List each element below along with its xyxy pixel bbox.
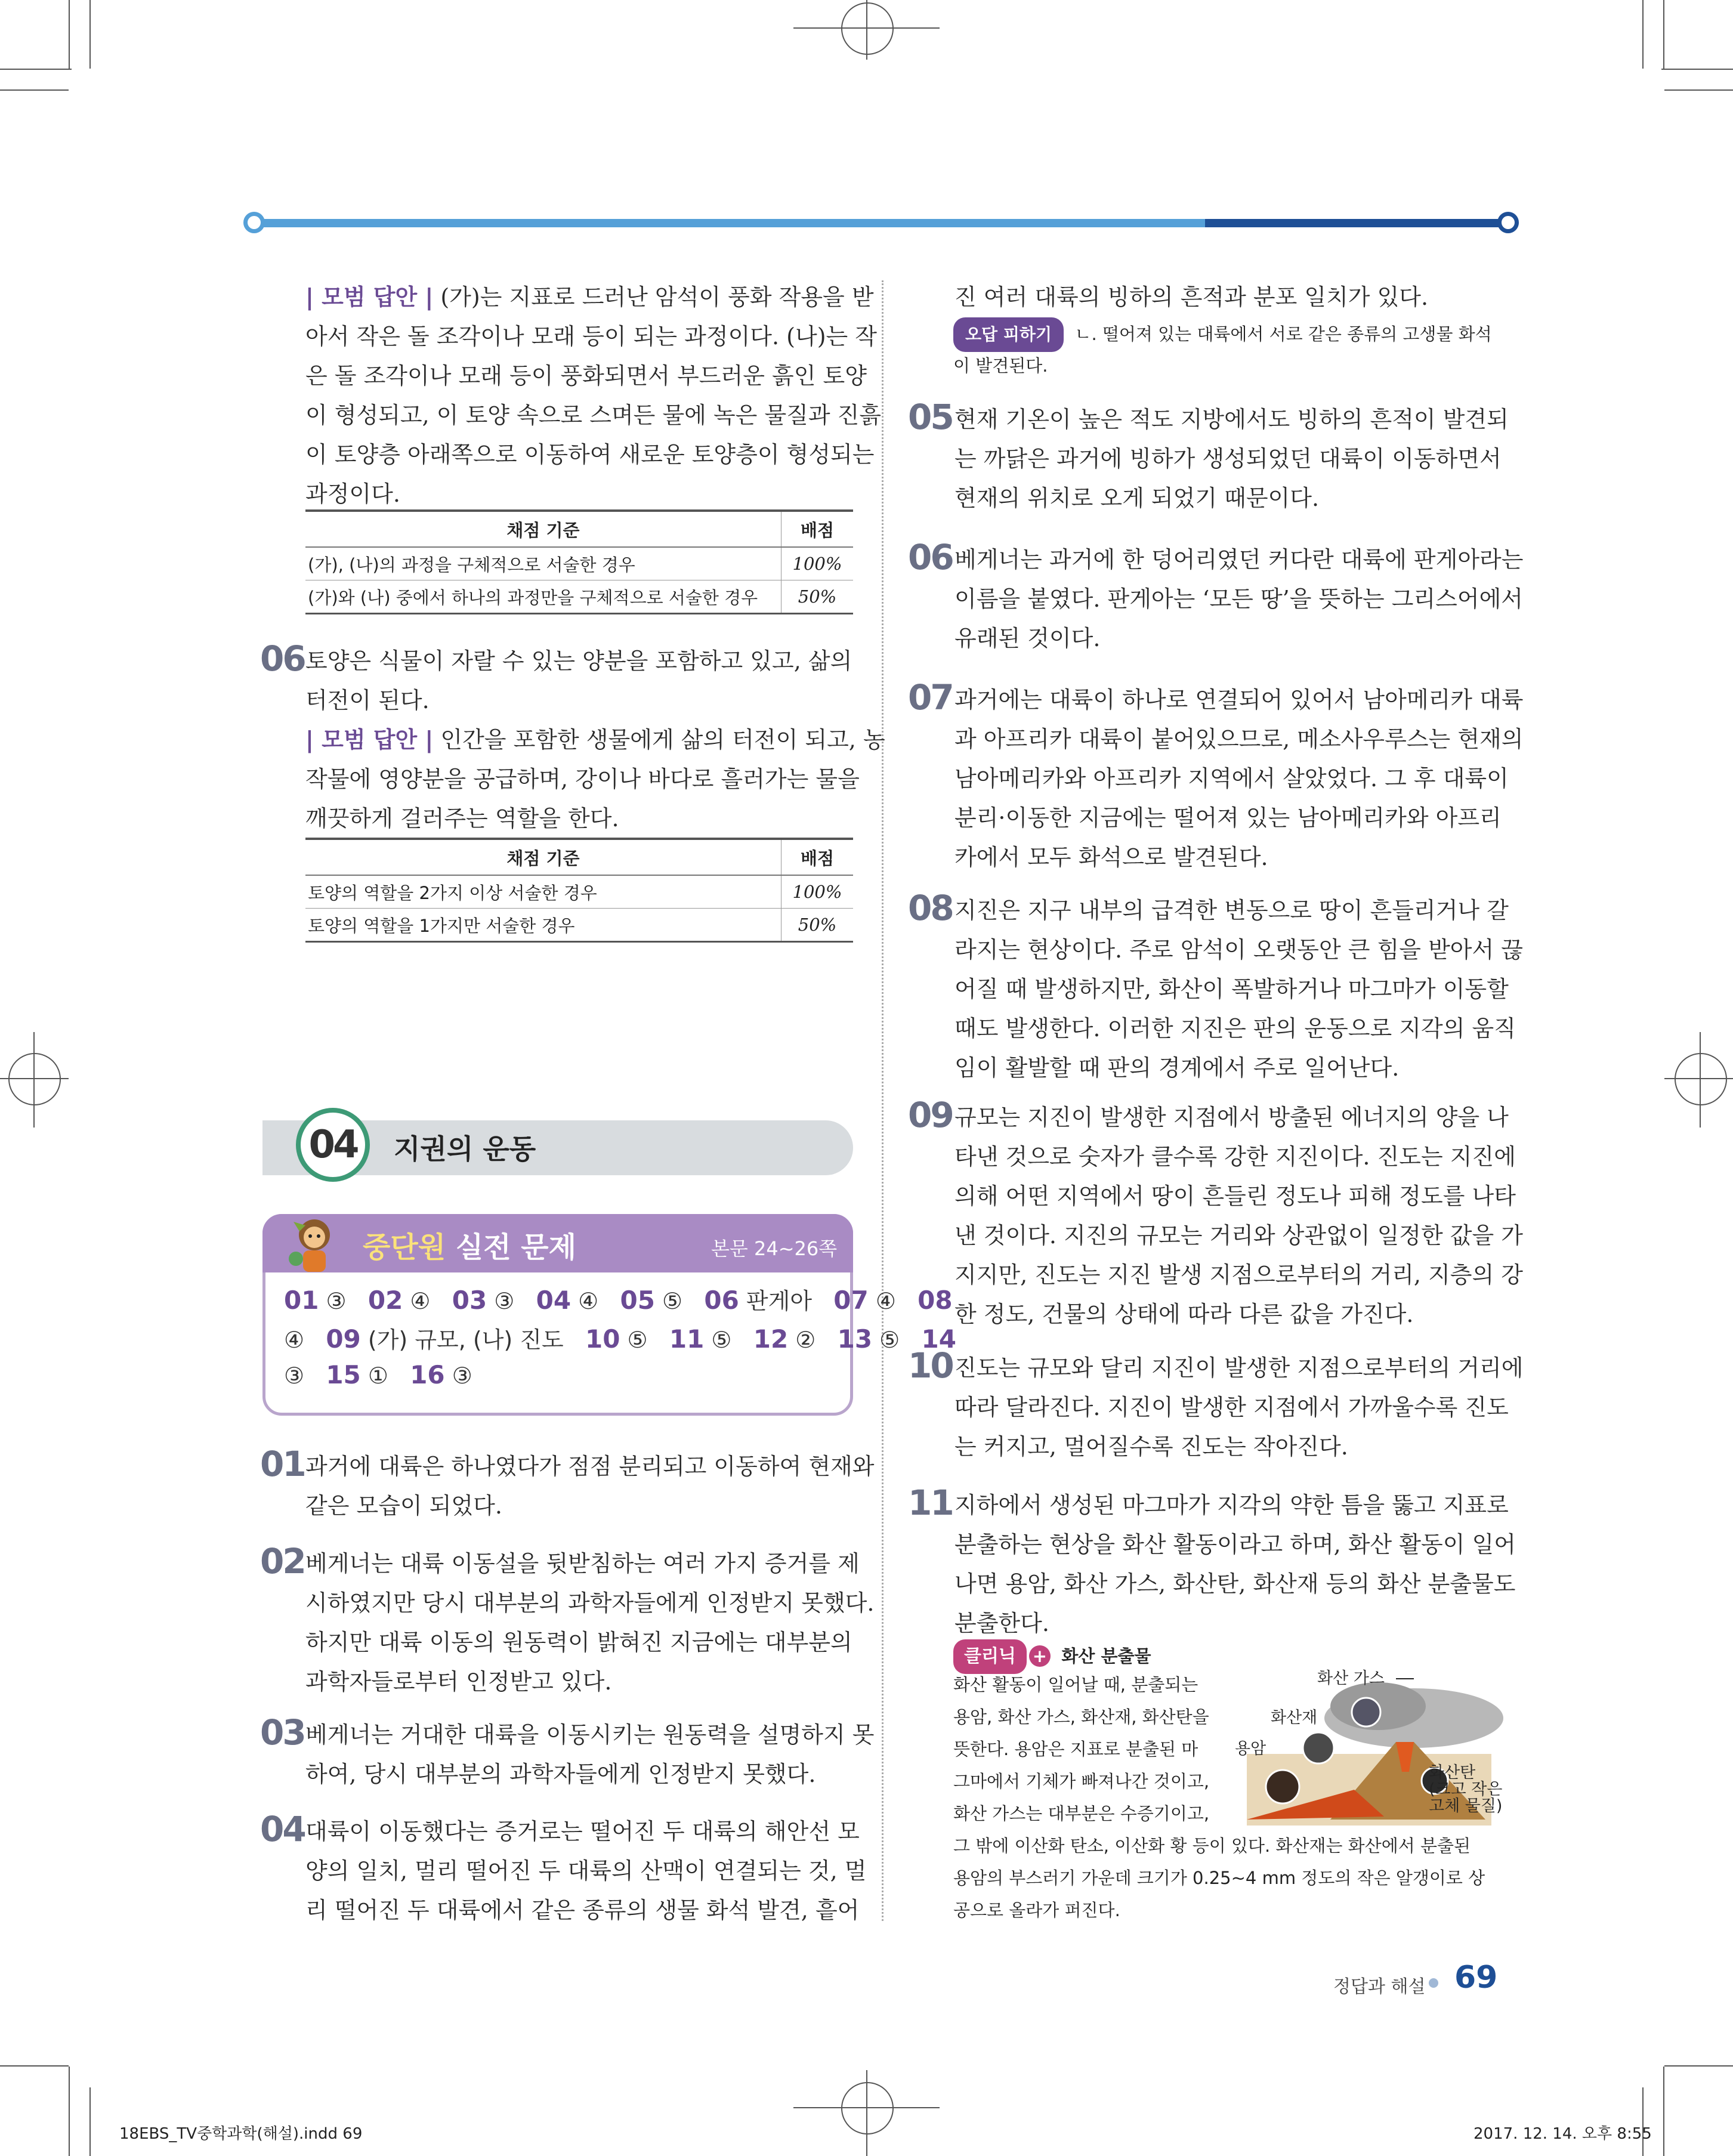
clinic-text: 화산 활동이 일어날 때, 분출되는 용암, 화산 가스, 화산재, 화산탄을 뜻한다. 용암은 지표로 분출된 마 그마에서 기체가 빠져나간 것이고, 화산 가스는 대부분은 수증기이고, 그 밖에 이산화 탄소, 이산화 황 등이 있다. 화산재는 화산에서 분출된 용암의 부스러기 가운데 크기가 0.25~4 mm 정도의 작은 알갱이로 상 공으로 올라가 퍼진다.	[953, 1675, 1485, 1920]
print-date: 2017. 12. 14. 오후 8:55	[1473, 2125, 1652, 2143]
table-row: 토양의 역할을 1가지만 서술한 경우 50%	[305, 909, 853, 942]
clinic-label: 클리닉	[953, 1639, 1027, 1674]
subunit-title: 중단원 실전 문제	[363, 1231, 577, 1264]
figure-label-gas: 화산 가스	[1317, 1669, 1385, 1688]
question-number: 05	[908, 397, 953, 437]
figure-label-lava: 용암	[1235, 1740, 1266, 1758]
answer-06: 베게너는 과거에 한 덩어리였던 커다란 대륙에 판게아라는 이름을 붙였다. 판게아는 ‘모든 땅’을 뜻하는 그리스어에서 유래된 것이다.	[954, 546, 1524, 651]
header-bar	[251, 219, 1503, 227]
answer-10: 진도는 규모와 달리 지진이 발생한 지점으로부터의 거리에 따라 달라진다. 지진이 발생한 지점에서 가까울수록 진도 는 커지고, 멀어질수록 진도는 작아진다.	[954, 1355, 1524, 1460]
footer-dot	[1429, 1978, 1438, 1988]
question-number: 11	[908, 1482, 953, 1523]
section-number: 04	[296, 1108, 370, 1182]
figure-label-ash: 화산재	[1271, 1709, 1318, 1727]
answer-07: 과거에는 대륙이 하나로 연결되어 있어서 남아메리카 대륙 과 아프리카 대륙이 붙어있으므로, 메소사우루스는 현재의 남아메리카와 아프리카 지역에서 살았었다. 그 후 대륙이 분리·이동한 지금에는 떨어져 있는 남아메리카와 아프리 카에서 모두 화석으로 발견된다.	[954, 687, 1524, 870]
answer-key-line: ③ 15 ① 16 ③	[284, 1360, 472, 1389]
volcano-figure	[1235, 1664, 1503, 1826]
answer-05: 현재 기온이 높은 적도 지방에서도 빙하의 흔적이 발견되 는 까닭은 과거에 빙하가 생성되었던 대륙이 이동하면서 현재의 위치로 오게 되었기 때문이다.	[954, 406, 1509, 511]
table-row: 토양의 역할을 2가지 이상 서술한 경우 100%	[305, 875, 853, 909]
figure-label-bomb-note: 고체 물질)	[1429, 1797, 1503, 1815]
table-header: 배점	[781, 839, 854, 875]
answer-04: 대륙이 이동했다는 증거로는 떨어진 두 대륙의 해안선 모 양의 일치, 멀리 떨어진 두 대륙의 산맥이 연결되는 것, 멀 리 떨어진 두 대륙에서 같은 종류의 생물 화석 발견, 흩어	[305, 1818, 867, 1923]
question-number: 06	[260, 638, 305, 679]
question-number: 09	[908, 1095, 953, 1135]
question-number: 03	[260, 1712, 305, 1753]
table-row: (가)와 (나) 중에서 하나의 과정만을 구체적으로 서술한 경우 50%	[305, 580, 853, 614]
answer-11: 지하에서 생성된 마그마가 지각의 약한 틈을 뚫고 지표로 분출하는 현상을 화산 활동이라고 하며, 화산 활동이 일어 나면 용암, 화산 가스, 화산탄, 화산재 등의 화산 분출물도 분출한다.	[954, 1492, 1516, 1636]
answer-04-continued: 진 여러 대륙의 빙하의 흔적과 분포 일치가 있다.	[954, 284, 1429, 310]
scoring-table-q06	[305, 838, 853, 943]
question-number: 08	[908, 888, 953, 928]
question-number: 06	[908, 537, 953, 577]
scoring-table-q05	[305, 509, 853, 614]
file-name: 18EBS_TV중학과학(해설).indd 69	[119, 2125, 363, 2143]
tip-text: 이 발견된다.	[953, 356, 1048, 376]
figure-label-bomb-note: (크고 작은	[1429, 1780, 1503, 1799]
question-number: 02	[260, 1541, 305, 1582]
answer-09: 규모는 지진이 발생한 지점에서 방출된 에너지의 양을 나 타낸 것으로 숫자가 클수록 강한 지진이다. 진도는 지진에 의해 어떤 지역에서 땅이 흔들린 정도나 피해 정도를 나타 낸 것이다. 지진의 규모는 거리와 상관없이 일정한 값을 가 지지만, 진도는 지진 발생 지점으로부터의 거리, 지층의 강 한 정도, 건물의 상태에 따라 다른 값을 가진다.	[954, 1104, 1523, 1327]
plus-icon: +	[1029, 1645, 1051, 1667]
tip-label: 오답 피하기	[953, 317, 1064, 352]
tip-block: 오답 피하기 ㄴ. 떨어져 있는 대륙에서 서로 같은 종류의 고생물 화석	[953, 317, 1492, 352]
question-number: 07	[908, 677, 953, 718]
footer-section-label: 정답과 해설	[1333, 1976, 1426, 1997]
page-reference: 본문 24~26쪽	[711, 1237, 838, 1260]
clinic-title: 화산 분출물	[1061, 1646, 1151, 1666]
answer-02: 베게너는 대륙 이동설을 뒷받침하는 여러 가지 증거를 제 시하였지만 당시 대부분의 과학자들에게 인정받지 못했다. 하지만 대륙 이동의 원동력이 밝혀진 지금에는 대부분의 과학자들로부터 인정받고 있다.	[305, 1550, 875, 1695]
table-header: 채점 기준	[305, 839, 781, 875]
table-row: (가), (나)의 과정을 구체적으로 서술한 경우 100%	[305, 547, 853, 580]
answer-03: 베게너는 거대한 대륙을 이동시키는 원동력을 설명하지 못 하여, 당시 대부분의 과학자들에게 인정받지 못했다.	[305, 1722, 875, 1787]
page-number: 69	[1454, 1960, 1498, 1996]
figure-label-bomb: 화산탄	[1429, 1763, 1476, 1782]
question-number: 10	[908, 1345, 953, 1386]
q06-text: 토양은 식물이 자랄 수 있는 양분을 포함하고 있고, 삶의 터전이 된다. | 모범 답안 | 인간을 포함한 생물에게 삶의 터전이 되고, 농 작물에 영양분을 공급하며, 강이나 바다로 흘러가는 물을 깨끗하게 걸러주는 역할을 한다.	[305, 648, 885, 832]
answer-key-line: ④ 09 (가) 규모, (나) 진도 10 ⑤ 11 ⑤ 12 ② 13 ⑤ 14	[284, 1324, 956, 1354]
column-divider	[882, 280, 884, 1921]
section-title: 지권의 운동	[394, 1133, 536, 1165]
table-header: 채점 기준	[305, 511, 781, 547]
model-answer-label: | 모범 답안 |	[305, 727, 434, 753]
answer-key-line: 01 ③ 02 ④ 03 ③ 04 ④ 05 ⑤ 06 판게아 07 ④ 08	[284, 1286, 953, 1315]
answer-01: 과거에 대륙은 하나였다가 점점 분리되고 이동하여 현재와 같은 모습이 되었다.	[305, 1453, 875, 1519]
answer-08: 지진은 지구 내부의 급격한 변동으로 땅이 흔들리거나 갈 라지는 현상이다. 주로 암석이 오랫동안 큰 힘을 받아서 끊 어질 때 발생하지만, 화산이 폭발하거나 마그마가 이동할 때도 발생한다. 이러한 지진은 판의 운동으로 지각의 움직 임이 활발할 때 판의 경계에서 주로 일어난다.	[954, 897, 1523, 1081]
model-answer-label: | 모범 답안 |	[305, 284, 434, 310]
question-number: 04	[260, 1809, 305, 1849]
mascot-icon	[282, 1211, 347, 1277]
q05-model-answer: | 모범 답안 | (가)는 지표로 드러난 암석이 풍화 작용을 받 아서 작은 돌 조각이나 모래 등이 되는 과정이다. (나)는 작 은 돌 조각이나 모래 등이 풍화되면서 부드러운 흙인 토양 이 형성되고, 이 토양 속으로 스며든 물에 녹은 물질과 진흙 이 토양층 아래쪽으로 이동하여 새로운 토양층이 형성되는 과정이다.	[305, 284, 882, 507]
table-header: 배점	[781, 511, 854, 547]
question-number: 01	[260, 1444, 305, 1484]
